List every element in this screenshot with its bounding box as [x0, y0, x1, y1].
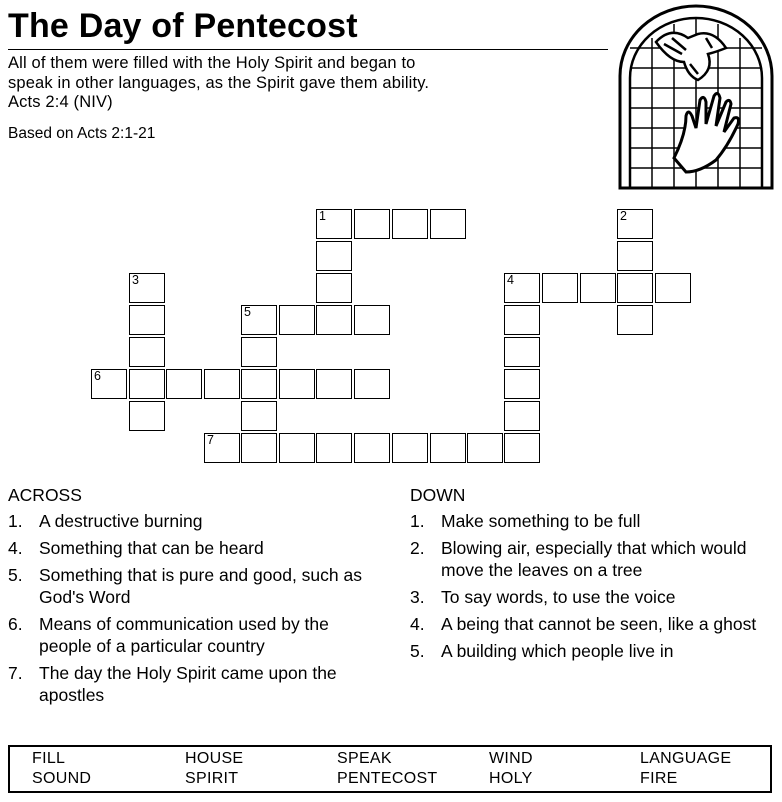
crossword-cell[interactable]: [129, 337, 165, 367]
crossword-cell[interactable]: [504, 337, 540, 367]
crossword-cell[interactable]: [316, 273, 352, 303]
verse-reference: Acts 2:4 (NIV): [8, 93, 113, 111]
clue-number: 7: [207, 433, 214, 447]
crossword-cell[interactable]: [129, 273, 165, 303]
clue-number: 6.: [8, 614, 23, 634]
crossword-cell[interactable]: [279, 305, 315, 335]
word-bank-word: LANGUAGE: [640, 750, 732, 767]
clue-item: [8, 510, 368, 532]
clue-text: A destructive burning: [39, 511, 203, 531]
crossword-cell[interactable]: [504, 433, 540, 463]
verse-line: All of them were filled with the Holy Spirit and began to: [8, 54, 416, 72]
crossword-cell[interactable]: [316, 209, 352, 239]
across-heading: ACROSS: [8, 485, 82, 505]
clue-item: [8, 564, 368, 608]
crossword-cell[interactable]: [467, 433, 503, 463]
clue-number: 7.: [8, 663, 23, 683]
word-bank-word: SPIRIT: [185, 770, 239, 787]
crossword-cell[interactable]: [542, 273, 578, 303]
word-bank: [8, 745, 772, 793]
crossword-cell[interactable]: [617, 209, 653, 239]
clue-number: 4: [507, 273, 514, 287]
clue-text: Means of communication used by the people of a particular country: [39, 614, 329, 656]
crossword-cell[interactable]: [392, 433, 428, 463]
clue-item: [410, 586, 770, 608]
clue-number: 5: [244, 305, 251, 319]
crossword-cell[interactable]: [504, 305, 540, 335]
clue-number: 5.: [410, 641, 425, 661]
clue-number: 5.: [8, 565, 23, 585]
crossword-cell[interactable]: [129, 401, 165, 431]
clue-text: Make something to be full: [441, 511, 641, 531]
crossword-cell[interactable]: [354, 209, 390, 239]
clue-item: [410, 510, 770, 532]
crossword-cell[interactable]: [279, 369, 315, 399]
clue-item: [410, 640, 770, 662]
word-bank-word: HOUSE: [185, 750, 244, 767]
word-bank-word: PENTECOST: [337, 770, 438, 787]
clue-text: To say words, to use the voice: [441, 587, 676, 607]
down-clues: [410, 484, 770, 667]
word-bank-word: FIRE: [640, 770, 678, 787]
verse-line: speak in other languages, as the Spirit gave them ability.: [8, 73, 430, 92]
crossword-cell[interactable]: [279, 433, 315, 463]
clue-number: 2: [620, 209, 627, 223]
clue-item: [410, 537, 770, 581]
crossword-cell[interactable]: [580, 273, 616, 303]
crossword-cell[interactable]: [617, 273, 653, 303]
crossword-cell[interactable]: [354, 369, 390, 399]
crossword-cell[interactable]: [504, 369, 540, 399]
crossword-cell[interactable]: [91, 369, 127, 399]
clue-number: 6: [94, 369, 101, 383]
crossword-cell[interactable]: [129, 305, 165, 335]
page-title: The Day of Pentecost: [8, 7, 358, 45]
clue-number: 4.: [8, 538, 23, 558]
crossword-cell[interactable]: [392, 209, 428, 239]
clue-number: 1.: [410, 511, 425, 531]
clue-item: [8, 537, 368, 559]
word-bank-word: FILL: [32, 750, 66, 767]
crossword-cell[interactable]: [241, 337, 277, 367]
crossword-cell[interactable]: [504, 401, 540, 431]
word-bank-word: SPEAK: [337, 750, 392, 767]
down-heading: DOWN: [410, 485, 466, 505]
clue-number: 3: [132, 273, 139, 287]
crossword-cell[interactable]: [316, 433, 352, 463]
crossword-cell[interactable]: [241, 305, 277, 335]
clue-text: A building which people live in: [441, 641, 674, 661]
crossword-cell[interactable]: [204, 369, 240, 399]
clue-item: [8, 662, 368, 706]
clue-item: [410, 613, 770, 635]
clue-number: 3.: [410, 587, 425, 607]
clue-number: 1.: [8, 511, 23, 531]
crossword-cell[interactable]: [354, 305, 390, 335]
crossword-cell[interactable]: [504, 273, 540, 303]
clue-item: [8, 613, 368, 657]
crossword-cell[interactable]: [316, 305, 352, 335]
clue-number: 2.: [410, 538, 425, 558]
crossword-cell[interactable]: [316, 241, 352, 271]
clue-number: 1: [319, 209, 326, 223]
crossword-cell[interactable]: [617, 241, 653, 271]
clue-text: A being that cannot be seen, like a ghost: [441, 614, 757, 634]
crossword-cell[interactable]: [241, 369, 277, 399]
crossword-cell[interactable]: [617, 305, 653, 335]
clue-text: Blowing air, especially that which would move the leaves on a tree: [441, 538, 747, 580]
clue-text: Something that is pure and good, such as God's Word: [39, 565, 362, 607]
crossword-cell[interactable]: [430, 209, 466, 239]
crossword-cell[interactable]: [354, 433, 390, 463]
clue-number: 4.: [410, 614, 425, 634]
crossword-cell[interactable]: [204, 433, 240, 463]
crossword-cell[interactable]: [430, 433, 466, 463]
word-bank-word: WIND: [489, 750, 533, 767]
crossword-cell[interactable]: [166, 369, 202, 399]
across-clues: [8, 484, 368, 711]
crossword-cell[interactable]: [316, 369, 352, 399]
crossword-cell[interactable]: [241, 401, 277, 431]
clue-text: The day the Holy Spirit came upon the apostles: [39, 663, 337, 705]
word-bank-word: SOUND: [32, 770, 92, 787]
crossword-cell[interactable]: [655, 273, 691, 303]
based-on-reference: Based on Acts 2:1-21: [8, 125, 156, 142]
word-bank-word: HOLY: [489, 770, 533, 787]
crossword-cell[interactable]: [129, 369, 165, 399]
crossword-cell[interactable]: [241, 433, 277, 463]
clue-text: Something that can be heard: [39, 538, 264, 558]
